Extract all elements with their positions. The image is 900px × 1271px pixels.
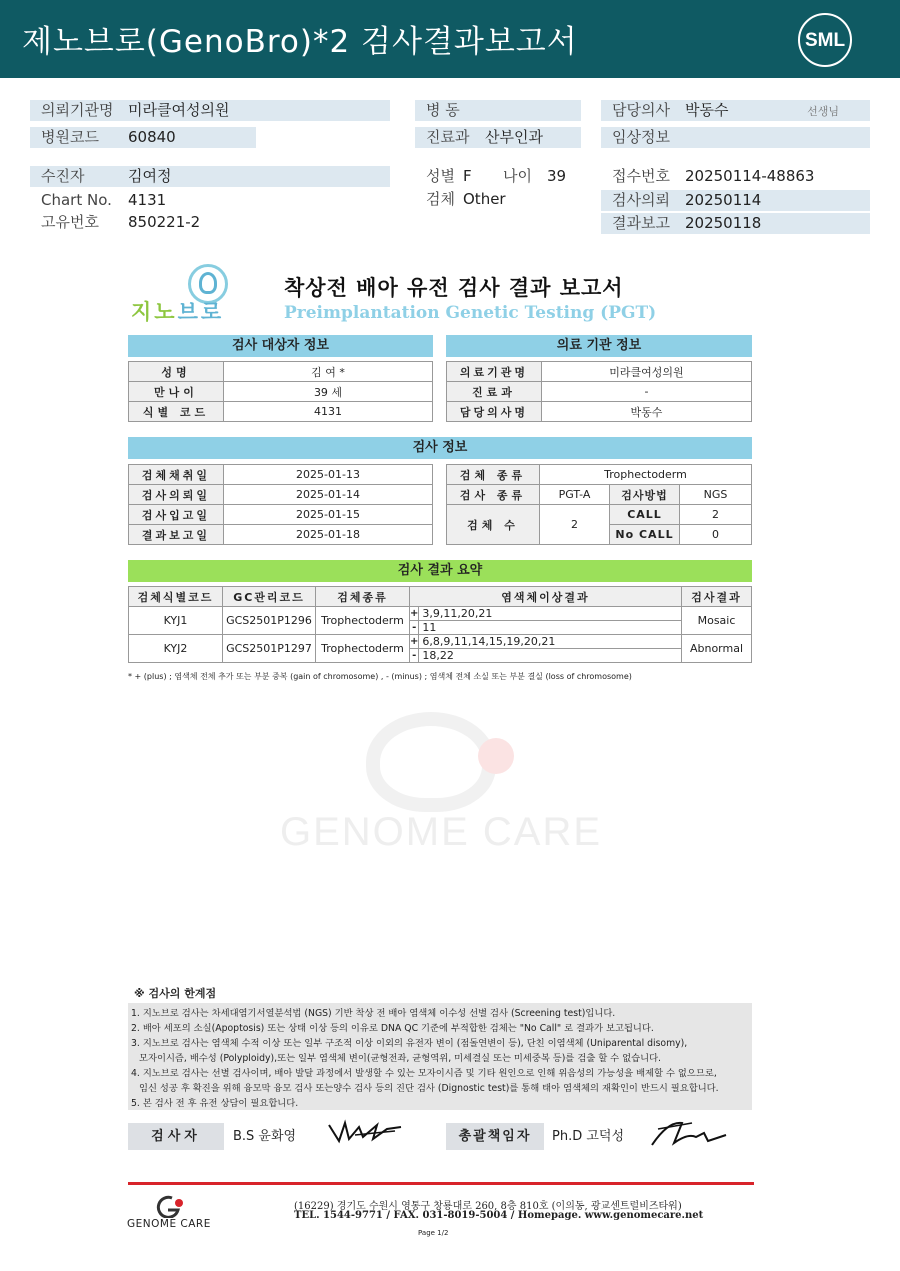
watermark-logo-icon <box>366 712 496 812</box>
summary-header: 검사결과 <box>682 587 752 607</box>
department-field: 진료과 산부인과 <box>415 127 581 148</box>
specimen-field: 검체 Other <box>426 190 506 208</box>
hospital-code-field: 병원코드 60840 <box>30 127 256 148</box>
report-date-field: 결과보고 20250118 <box>601 213 870 234</box>
summary-table <box>128 586 752 663</box>
subject-table: 성명 김 여 * 만나이 39 세 식별 코드 4131 <box>128 361 433 422</box>
doctor-field: 담당의사 박동수 선생님 <box>601 100 870 121</box>
summary-header: 검체종류 <box>316 587 410 607</box>
genome-care-logo-icon <box>152 1194 186 1218</box>
footer-address: (16229) 경기도 수원시 영통구 창룡대로 260, 8층 810호 (이의동, 광교센트럴비즈타워) <box>294 1201 682 1212</box>
document-title: 제노브로(GenoBro)*2 검사결과보고서 <box>22 24 578 60</box>
test-section-header: 검사 정보 <box>128 437 752 459</box>
top-banner <box>0 0 900 78</box>
unique-no-field: 고유번호 850221-2 <box>41 213 201 231</box>
receipt-no-field: 접수번호 20250114-48863 <box>612 167 815 185</box>
limitation-line: 5. 본 검사 전 후 유전 상담이 필요합니다. <box>131 1098 299 1109</box>
watermark-text: GENOME CARE <box>279 810 603 854</box>
summary-header: 염색체이상결과 <box>410 587 682 607</box>
subject-section-header: 검사 대상자 정보 <box>128 335 433 357</box>
table-row: - 11 <box>129 621 752 635</box>
test-specimen-table: 검체 종류 Trophectoderm 검사 종류 PGT-A 검사방법 NGS 검체 수 2 CALL 2 No CALL 0 <box>446 464 752 545</box>
patient-field: 수진자 김여정 <box>30 166 390 187</box>
tester-name: B.S 윤화영 <box>233 1129 297 1144</box>
summary-section-header: 검사 결과 요약 <box>128 560 752 582</box>
table-row: KYJ2 GCS2501P1297 Trophectoderm + 6,8,9,11,14,15,19,20,21 Abnormal <box>129 635 752 649</box>
limitation-line: 모자이시즘, 배수성 (Polyploidy),또는 일부 염색체 변이(균형전좌, 균형역위, 미세결실 또는 미세중복 등)를 검출 할 수 없습니다. <box>139 1053 661 1064</box>
director-label: 총괄책임자 <box>446 1123 544 1150</box>
genobro-logo-text: 지노브로 <box>131 300 225 324</box>
limitation-line: 임신 성공 후 확진을 위해 융모막 융모 검사 또는양수 검사 등의 진단 검사 (Dignostic test)를 통해 태아 염색체의 재확인이 반드시 필요합니다. <box>139 1083 719 1094</box>
tester-signature-icon <box>325 1115 405 1151</box>
institution-field: 의뢰기관명 미라클여성의원 <box>30 100 390 121</box>
limitation-line: 4. 지노브로 검사는 선별 검사이며, 배아 발달 과정에서 발생할 수 있는 모자이시즘 및 기타 원인으로 인해 위음성의 가능성을 배제할 수 없으므로, <box>131 1068 717 1079</box>
report-subtitle: Preimplantation Genetic Testing (PGT) <box>284 303 657 323</box>
test-dates-table: 검체채취일 2025-01-13 검사의뢰일 2025-01-14 검사입고일 2025-01-15 결과보고일 2025-01-18 <box>128 464 433 545</box>
sex-age-field: 성별 F 나이 39 <box>426 167 567 185</box>
ward-field: 병 동 <box>415 100 581 121</box>
clinical-info-field: 임상정보 <box>601 127 870 148</box>
sml-logo-text: SML <box>804 30 846 51</box>
sml-logo <box>798 13 852 67</box>
director-name: Ph.D 고덕성 <box>552 1129 625 1144</box>
summary-header: GC관리코드 <box>223 587 316 607</box>
limitations-box <box>128 1003 752 1110</box>
director-signature-icon <box>648 1115 730 1151</box>
watermark-dot-icon <box>478 738 514 774</box>
tester-label: 검사자 <box>128 1123 224 1150</box>
genome-care-logo-text: GENOME CARE <box>127 1218 211 1230</box>
institution-table: 의료기관명 미라클여성의원 진료과 - 담당의사명 박동수 <box>446 361 752 422</box>
limitations-title: ※ 검사의 한계점 <box>134 987 217 1000</box>
institution-section-header: 의료 기관 정보 <box>446 335 752 357</box>
footer-divider <box>128 1182 754 1185</box>
table-row: - 18,22 <box>129 649 752 663</box>
report-title: 착상전 배아 유전 검사 결과 보고서 <box>284 276 624 300</box>
request-date-field: 검사의뢰 20250114 <box>601 190 870 211</box>
page-number: Page 1/2 <box>418 1229 449 1237</box>
table-row: KYJ1 GCS2501P1296 Trophectoderm + 3,9,11,20,21 Mosaic <box>129 607 752 621</box>
summary-footnote: * + (plus) ; 염색체 전체 추가 또는 부분 중복 (gain of chromosome) , - (minus) ; 염색체 전체 소실 또는 부분 결실 (loss of chromosome) <box>128 672 632 681</box>
summary-header: 검체식별코드 <box>129 587 223 607</box>
limitation-line: 2. 배아 세포의 소실(Apoptosis) 또는 상태 이상 등의 이유로 DNA QC 기준에 부적합한 검체는 "No Call" 로 결과가 보고됩니다. <box>131 1023 654 1034</box>
limitation-line: 1. 지노브로 검사는 차세대염기서열분석법 (NGS) 기반 착상 전 배아 염색체 이수성 선별 검사 (Screening test)입니다. <box>131 1008 616 1019</box>
footer-contact: TEL. 1544-9771 / FAX. 031-8019-5004 / Homepage. www.genomecare.net <box>294 1210 704 1221</box>
limitation-line: 3. 지노브로 검사는 염색체 수적 이상 또는 일부 구조적 이상 이외의 유전자 변이 (점돌연변이 등), 단친 이염색체 (Uniparental disomy), <box>131 1038 688 1049</box>
chart-no-field: Chart No. 4131 <box>41 191 167 209</box>
